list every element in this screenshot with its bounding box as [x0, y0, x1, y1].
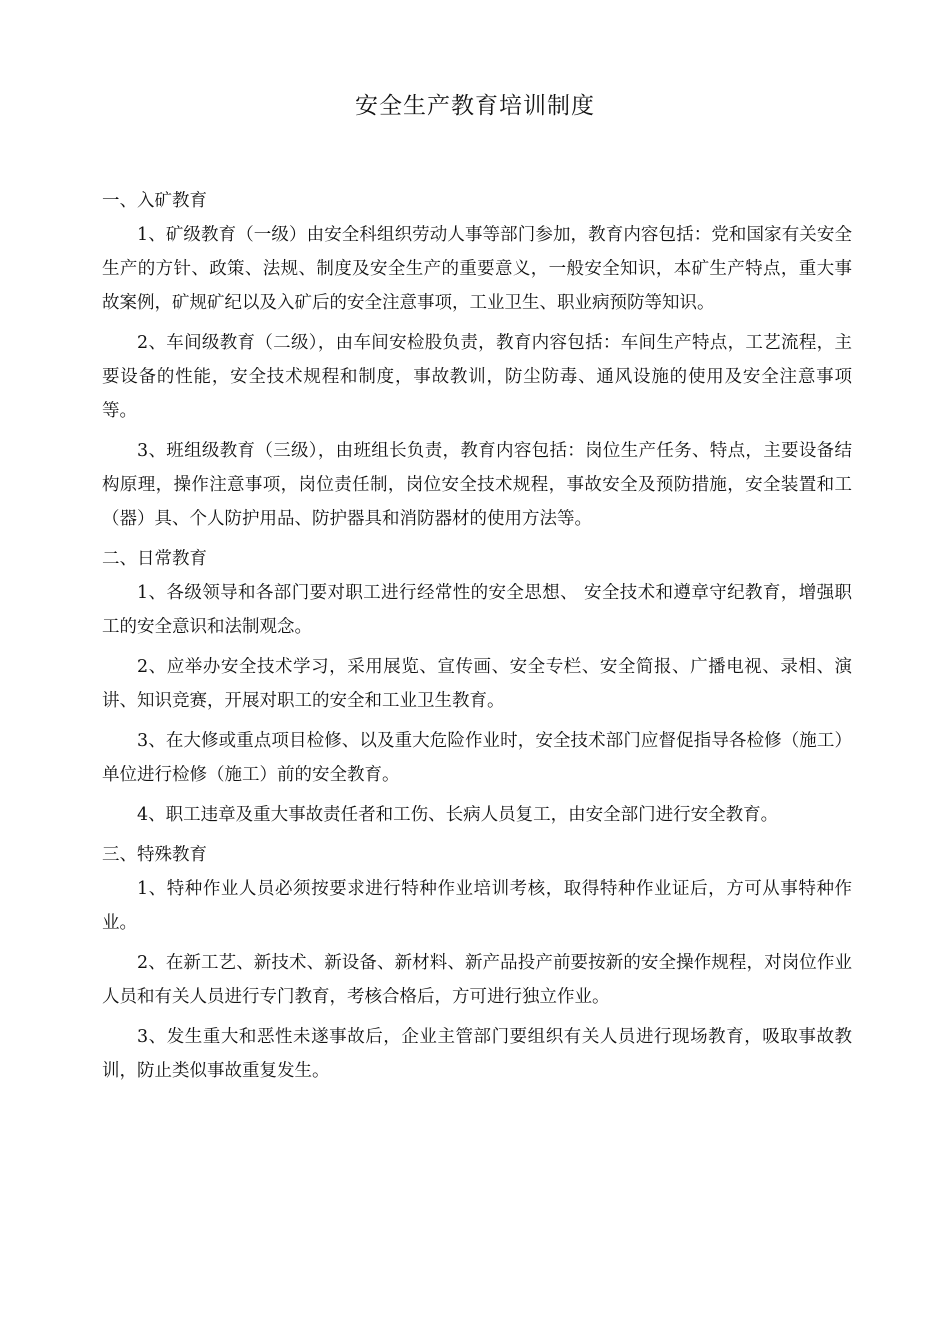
- paragraph: 1、特种作业人员必须按要求进行特种作业培训考核，取得特种作业证后，方可从事特种作业。: [102, 879, 852, 933]
- section-heading: 一、入矿教育: [102, 191, 207, 211]
- paragraph: 3、发生重大和恶性未遂事故后，企业主管部门要组织有关人员进行现场教育，吸取事故教训，防止类似事故重复发生。: [102, 1027, 852, 1081]
- section-heading: 三、特殊教育: [102, 845, 207, 865]
- paragraph: 2、应举办安全技术学习，采用展览、宣传画、安全专栏、安全简报、广播电视、录相、演讲、知识竞赛，开展对职工的安全和工业卫生教育。: [102, 657, 852, 711]
- document-title: 安全生产教育培训制度: [355, 93, 595, 119]
- paragraph: 1、矿级教育（一级）由安全科组织劳动人事等部门参加，教育内容包括：党和国家有关安全生产的方针、政策、法规、制度及安全生产的重要意义，一般安全知识，本矿生产特点，重大事故案例，矿规矿纪以及入矿后的安全注意事项，工业卫生、职业病预防等知识。: [102, 225, 852, 313]
- paragraph: 2、车间级教育（二级），由车间安检股负责，教育内容包括：车间生产特点，工艺流程，主要设备的性能，安全技术规程和制度，事故教训，防尘防毒、通风设施的使用及安全注意事项等。: [102, 333, 852, 421]
- paragraph: 4、职工违章及重大事故责任者和工伤、长病人员复工，由安全部门进行安全教育。: [137, 805, 779, 825]
- paragraph: 3、班组级教育（三级），由班组长负责，教育内容包括：岗位生产任务、特点，主要设备结构原理，操作注意事项，岗位责任制，岗位安全技术规程，事故安全及预防措施，安全装置和工（器）具、个人防护用品、防护器具和消防器材的使用方法等。: [102, 441, 852, 529]
- document-body: [102, 184, 852, 1094]
- paragraph: 1、各级领导和各部门要对职工进行经常性的安全思想、 安全技术和遵章守纪教育，增强职工的安全意识和法制观念。: [102, 583, 852, 637]
- section-heading: 二、日常教育: [102, 549, 207, 569]
- paragraph: 3、在大修或重点项目检修、以及重大危险作业时，安全技术部门应督促指导各检修（施工）单位进行检修（施工）前的安全教育。: [102, 731, 852, 785]
- paragraph: 2、在新工艺、新技术、新设备、新材料、新产品投产前要按新的安全操作规程，对岗位作业人员和有关人员进行专门教育，考核合格后，方可进行独立作业。: [102, 953, 852, 1007]
